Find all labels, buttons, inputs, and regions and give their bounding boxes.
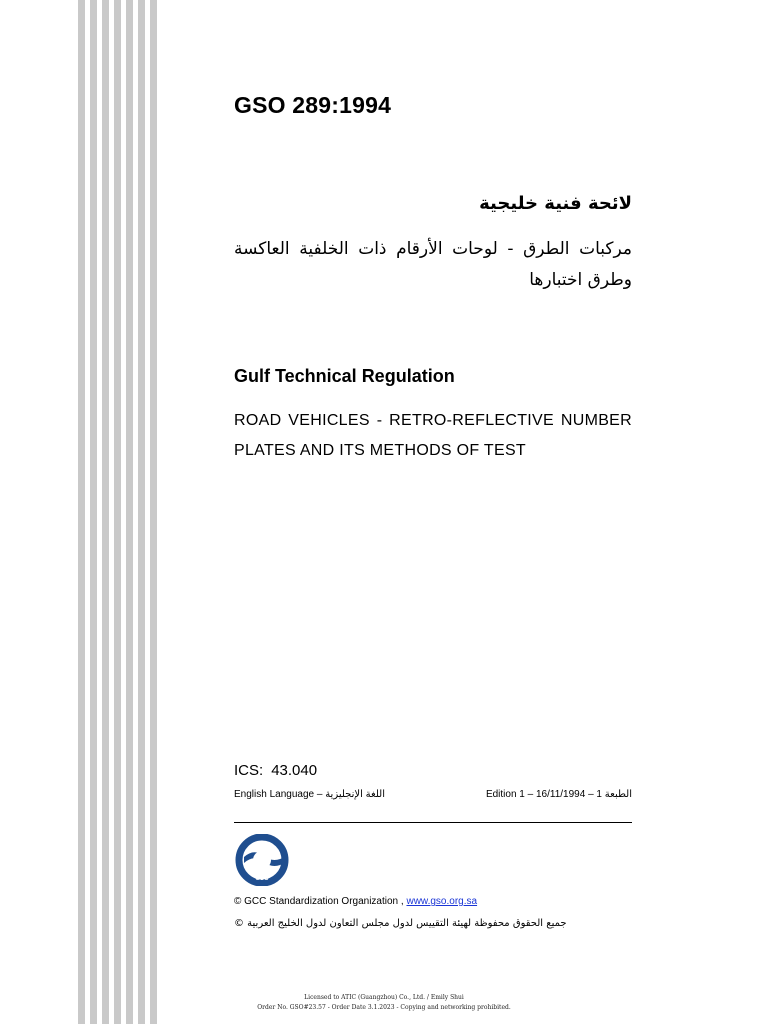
english-subtitle: ROAD VEHICLES - RETRO-REFLECTIVE NUMBER PLATES AND ITS METHODS OF TEST [234, 412, 632, 459]
copyright-arabic: جميع الحقوق محفوظة لهيئة التقييس لدول مجلس التعاون لدول الخليج العربية © [234, 918, 567, 929]
stripe [126, 0, 133, 1024]
logo-text: GSO [255, 876, 269, 882]
license-footer [184, 993, 584, 1013]
stripe [78, 0, 85, 1024]
stripe [114, 0, 121, 1024]
license-line-2: Order No. GSO#23.57 - Order Date 3.1.2023 - Copying and networking prohibited. [257, 1004, 511, 1011]
gso-logo-icon [234, 834, 290, 886]
divider [234, 822, 632, 823]
license-line-1: Licensed to ATIC (Guangzhou) Co., Ltd. / Emily Shui [304, 994, 464, 1001]
ics-code [234, 762, 317, 779]
edition-line: Edition 1 – 16/11/1994 – الطبعة 1 [485, 789, 632, 800]
gso-website-link[interactable]: www.gso.org.sa [406, 896, 478, 907]
ics-value: 43.040 [271, 762, 318, 779]
copyright-text: © GCC Standardization Organization , [234, 896, 404, 907]
language-line: English Language – اللغة الإنجليزية [234, 789, 385, 800]
stripe [150, 0, 157, 1024]
ics-label: ICS: [234, 762, 264, 779]
english-heading: Gulf Technical Regulation [234, 366, 455, 386]
arabic-title: لائحة فنية خليجية [479, 193, 632, 214]
stripe [102, 0, 109, 1024]
document-code: GSO 289:1994 [234, 92, 392, 118]
arabic-subtitle: مركبات الطرق - لوحات الأرقام ذات الخلفية العاكسة وطرق اختبارها [234, 239, 632, 290]
copyright-english [234, 896, 477, 907]
decorative-stripes [78, 0, 162, 1024]
stripe [138, 0, 145, 1024]
stripe [90, 0, 97, 1024]
